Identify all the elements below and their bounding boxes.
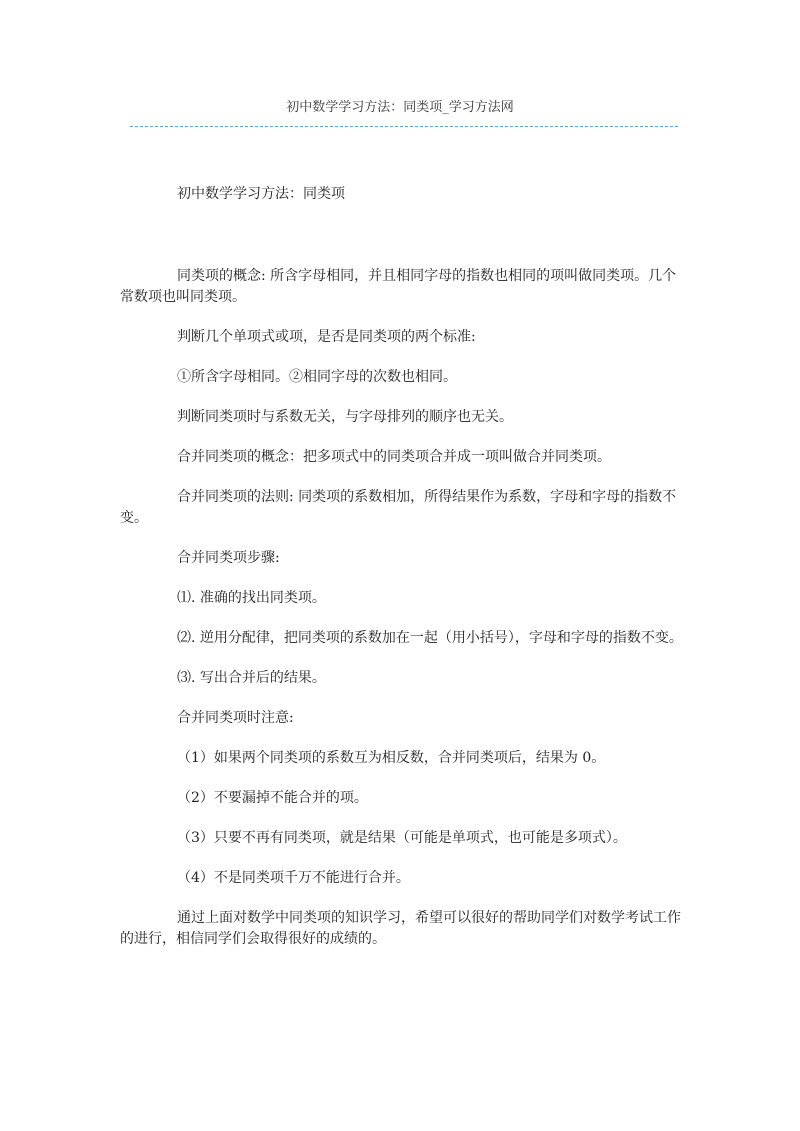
paragraph-independence: 判断同类项时与系数无关，与字母排列的顺序也无关。 bbox=[177, 409, 513, 425]
page-title: 初中数学学习方法：同类项_学习方法网 bbox=[286, 100, 514, 115]
list-item-note-4: （4）不是同类项千万不能进行合并。 bbox=[177, 870, 410, 886]
paragraph-conclusion: 通过上面对数学中同类项的知识学习，希望可以很好的帮助同学们对数学考试工作的进行，相信同学们会取得很好的成绩的。 bbox=[120, 910, 681, 947]
list-item-note-3: （3）只要不再有同类项，就是结果（可能是单项式，也可能是多项式）。 bbox=[177, 830, 627, 846]
list-item-note-2: （2）不要漏掉不能合并的项。 bbox=[177, 790, 368, 806]
paragraph-combine-rule: 合并同类项的法则: 同类项的系数相加，所得结果作为系数，字母和字母的指数不变。 bbox=[120, 489, 677, 526]
paragraph-concept: 同类项的概念: 所含字母相同，并且相同字母的指数也相同的项叫做同类项。几个常数项也叫同类项。 bbox=[120, 268, 677, 305]
article-body bbox=[120, 266, 686, 950]
paragraph-criteria-intro: 判断几个单项式或项，是否是同类项的两个标准: bbox=[177, 329, 476, 345]
list-item-step-2: ⑵. 逆用分配律，把同类项的系数加在一起（用小括号），字母和字母的指数不变。 bbox=[177, 630, 683, 646]
paragraph-combine-concept: 合并同类项的概念：把多项式中的同类项合并成一项叫做合并同类项。 bbox=[177, 449, 611, 465]
paragraph-steps-heading: 合并同类项步骤: bbox=[177, 550, 280, 566]
list-item-note-1: （1）如果两个同类项的系数互为相反数，合并同类项后，结果为 0。 bbox=[177, 750, 606, 766]
paragraph-criteria: ①所含字母相同。②相同字母的次数也相同。 bbox=[177, 369, 457, 385]
list-item-step-1: ⑴. 准确的找出同类项。 bbox=[177, 590, 326, 606]
list-item-step-3: ⑶. 写出合并后的结果。 bbox=[177, 670, 326, 686]
article-subtitle: 初中数学学习方法：同类项 bbox=[177, 186, 345, 202]
header-divider bbox=[130, 126, 678, 127]
paragraph-notes-heading: 合并同类项时注意: bbox=[177, 710, 294, 726]
